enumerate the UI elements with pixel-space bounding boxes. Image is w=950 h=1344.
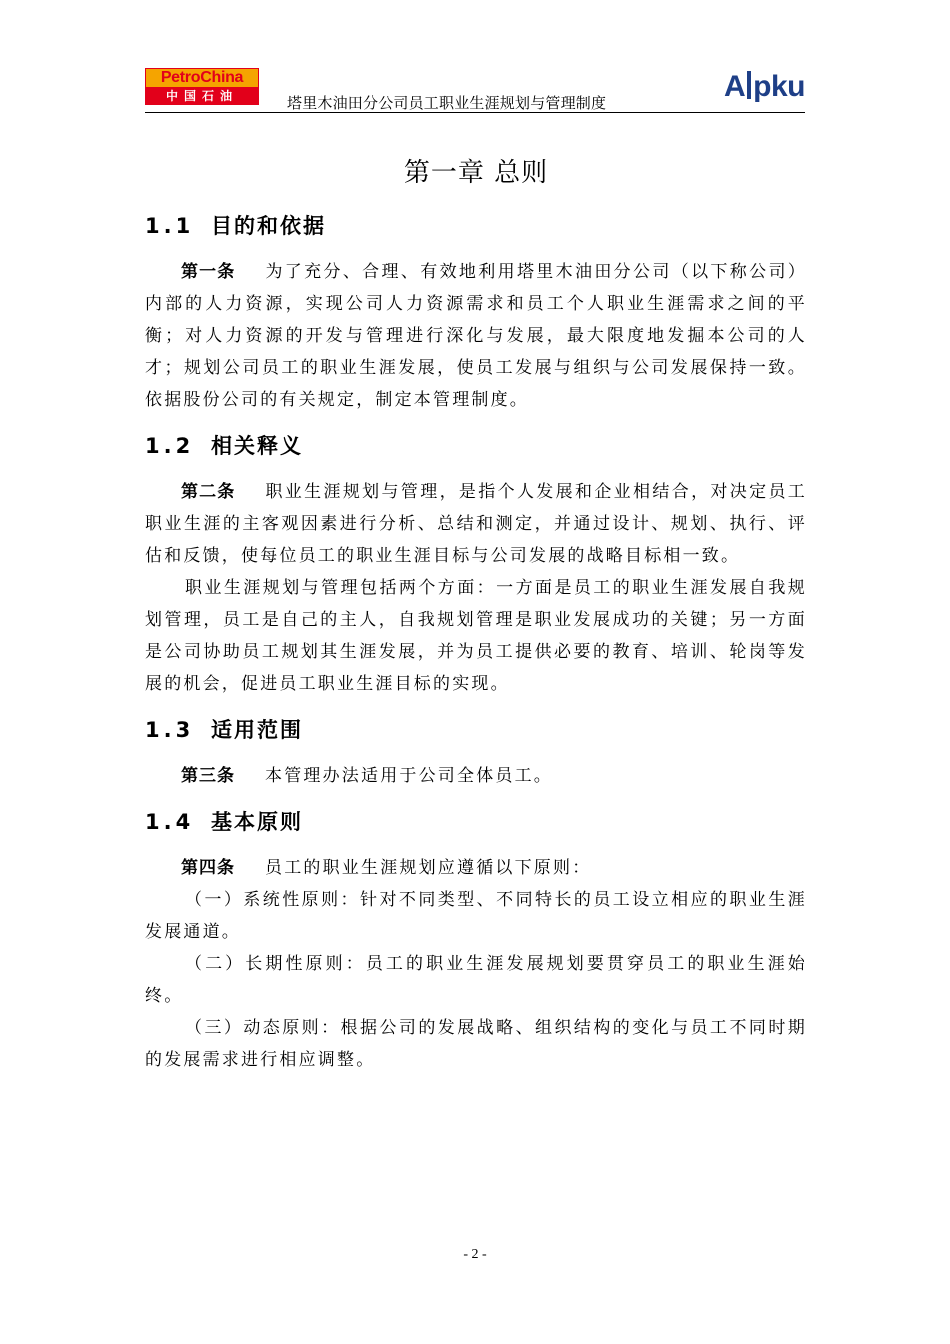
- section-number: 1.2: [145, 434, 195, 458]
- petrochina-logo: [145, 68, 259, 106]
- section-heading: [145, 714, 807, 746]
- section-title: 相关释义: [211, 434, 303, 458]
- alpku-logo-a: A: [723, 70, 746, 103]
- article-paragraph: [145, 256, 807, 416]
- principle-item: （二）长期性原则：员工的职业生涯发展规划要贯穿员工的职业生涯始终。: [145, 954, 807, 1006]
- principle-item: （一）系统性原则：针对不同类型、不同特长的员工设立相应的职业生涯发展通道。: [145, 890, 807, 942]
- section-number: 1.4: [145, 810, 195, 834]
- article-text: 职业生涯规划与管理，是指个人发展和企业相结合，对决定员工职业生涯的主客观因素进行分析、总结和测定，并通过设计、规划、执行、评估和反馈，使每位员工的职业生涯目标与公司发展的战略目标相一致。: [145, 482, 808, 566]
- article-text: 本管理办法适用于公司全体员工。: [265, 766, 553, 786]
- document-title: 塔里木油田分公司员工职业生涯规划与管理制度: [287, 94, 607, 112]
- article-text: 为了充分、合理、有效地利用塔里木油田分公司（以下称公司）内部的人力资源，实现公司人力资源需求和员工个人职业生涯需求之间的平衡；对人力资源的开发与管理进行深化与发展，最大限度地发掘本公司的人才；规划公司员工的职业生涯发展，使员工发展与组织与公司发展保持一致。依据股份公司的有关规定，制定本管理制度。: [145, 262, 808, 410]
- section-number: 1.1: [145, 214, 195, 238]
- body-paragraph: 职业生涯规划与管理包括两个方面：一方面是员工的职业生涯发展自我规划管理，员工是自己的主人，自我规划管理是职业发展成功的关键；另一方面是公司协助员工规划其生涯发展，并为员工提供必要的教育、培训、轮岗等发展的机会，促进员工职业生涯目标的实现。: [145, 578, 807, 694]
- section-heading: [145, 210, 807, 242]
- chapter-title: 第一章 总则: [403, 158, 549, 188]
- section-title: 基本原则: [211, 810, 303, 834]
- page-number: - 2 -: [463, 1247, 487, 1262]
- article-label: 第一条: [181, 262, 236, 282]
- article-paragraph: [145, 852, 807, 884]
- petrochina-logo-chinese: 中国石油: [145, 88, 259, 105]
- page-header: [145, 62, 805, 112]
- section-heading: [145, 430, 807, 462]
- header-divider: [145, 112, 805, 113]
- alpku-logo-bar: [747, 71, 751, 99]
- article-text: 员工的职业生涯规划应遵循以下原则：: [265, 858, 592, 878]
- document-body: [145, 150, 807, 1076]
- article-label: 第四条: [181, 858, 235, 878]
- section-number: 1.3: [145, 718, 195, 742]
- article-label: 第二条: [181, 482, 236, 502]
- article-paragraph: [145, 476, 807, 572]
- article-paragraph: [145, 760, 807, 792]
- article-label: 第三条: [181, 766, 235, 786]
- alpku-logo: [724, 70, 805, 104]
- section-title: 适用范围: [211, 718, 303, 742]
- section-title: 目的和依据: [211, 214, 326, 238]
- petrochina-logo-wordmark: PetroChina: [145, 68, 259, 88]
- alpku-logo-pku: pku: [753, 70, 805, 103]
- section-heading: [145, 806, 807, 838]
- principle-item: （三）动态原则：根据公司的发展战略、组织结构的变化与员工不同时期的发展需求进行相应调整。: [145, 1018, 807, 1070]
